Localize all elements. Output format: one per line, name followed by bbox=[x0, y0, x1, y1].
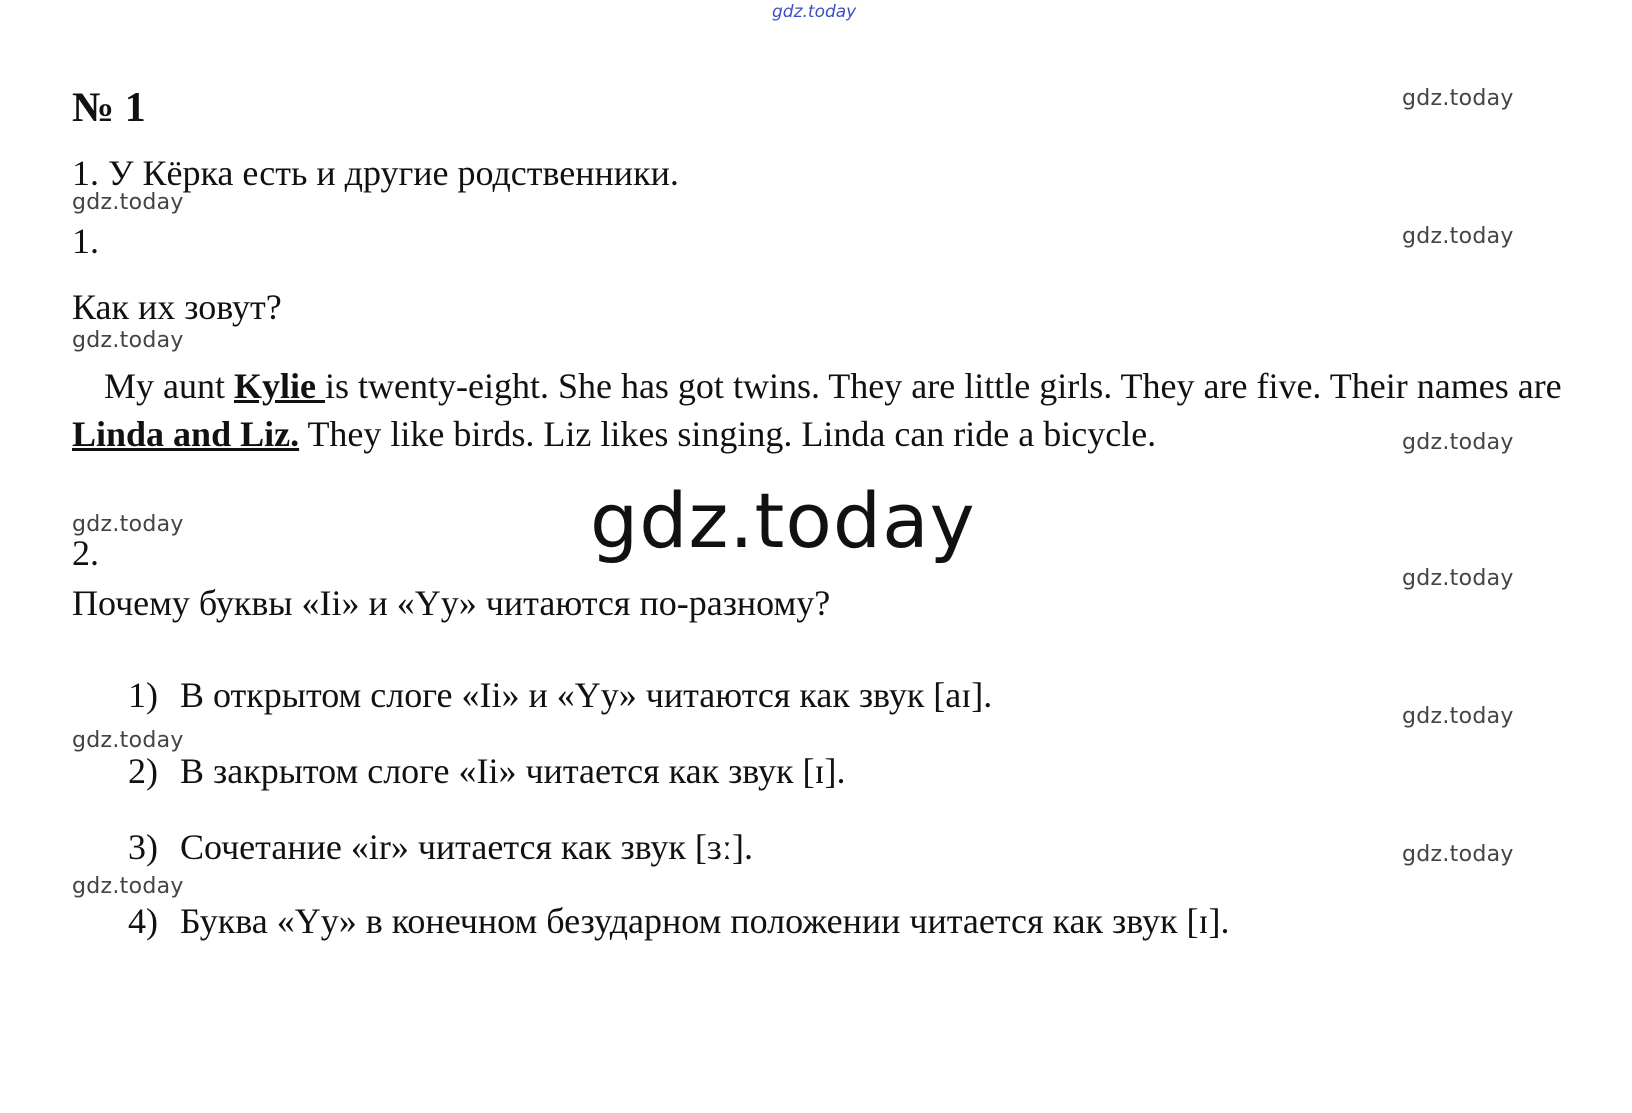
passage-name-kylie: Kylie bbox=[234, 366, 325, 406]
list-item-number: 1) bbox=[128, 675, 158, 715]
list-item-text: Сочетание «ir» читается как звук [ɜː]. bbox=[180, 827, 754, 867]
watermark-text: gdz.today bbox=[72, 328, 184, 353]
passage-text: is twenty-eight. She has got twins. They are little girls. They are five. Their names are bbox=[324, 366, 1562, 406]
watermark-text: gdz.today bbox=[72, 512, 184, 537]
list-item bbox=[128, 900, 1229, 942]
passage-name-linda-liz: Linda and Liz. bbox=[72, 414, 300, 454]
exercise-2-question: Почему буквы «Ii» и «Yy» читаются по-разному? bbox=[72, 583, 831, 623]
list-item-text: Буква «Yy» в конечном безударном положении читается как звук [ɪ]. bbox=[180, 901, 1230, 941]
list-item-number: 2) bbox=[128, 751, 158, 791]
passage-text: They like birds. Liz likes singing. Linda can ride a bicycle. bbox=[299, 414, 1157, 454]
watermark-text: gdz.today bbox=[1402, 704, 1514, 729]
list-item-number: 4) bbox=[128, 901, 158, 941]
list-item bbox=[128, 750, 846, 792]
watermark-text: gdz.today bbox=[1402, 842, 1514, 867]
center-watermark: gdz.today bbox=[590, 476, 976, 565]
watermark-text: gdz.today bbox=[1402, 224, 1514, 249]
list-item bbox=[128, 674, 992, 716]
exercise-1-passage bbox=[72, 362, 1562, 458]
exercise-2-number: 2. bbox=[72, 533, 99, 573]
header-watermark: gdz.today bbox=[772, 2, 857, 22]
watermark-text: gdz.today bbox=[72, 190, 184, 215]
list-item-number: 3) bbox=[128, 827, 158, 867]
intro-sentence: 1. У Кёрка есть и другие родственники. bbox=[72, 153, 679, 193]
exercise-1-question: Как их зовут? bbox=[72, 287, 282, 327]
watermark-text: gdz.today bbox=[72, 874, 184, 899]
list-item-text: В закрытом слоге «Ii» читается как звук [ɪ]. bbox=[180, 751, 846, 791]
watermark-text: gdz.today bbox=[1402, 86, 1514, 111]
list-item bbox=[128, 826, 753, 868]
watermark-text: gdz.today bbox=[1402, 566, 1514, 591]
watermark-text: gdz.today bbox=[72, 728, 184, 753]
exercise-1-number: 1. bbox=[72, 221, 99, 261]
watermark-text: gdz.today bbox=[1402, 430, 1514, 455]
passage-text: My aunt bbox=[104, 366, 234, 406]
task-title: № 1 bbox=[72, 85, 146, 131]
list-item-text: В открытом слоге «Ii» и «Yy» читаются как звук [aɪ]. bbox=[180, 675, 993, 715]
